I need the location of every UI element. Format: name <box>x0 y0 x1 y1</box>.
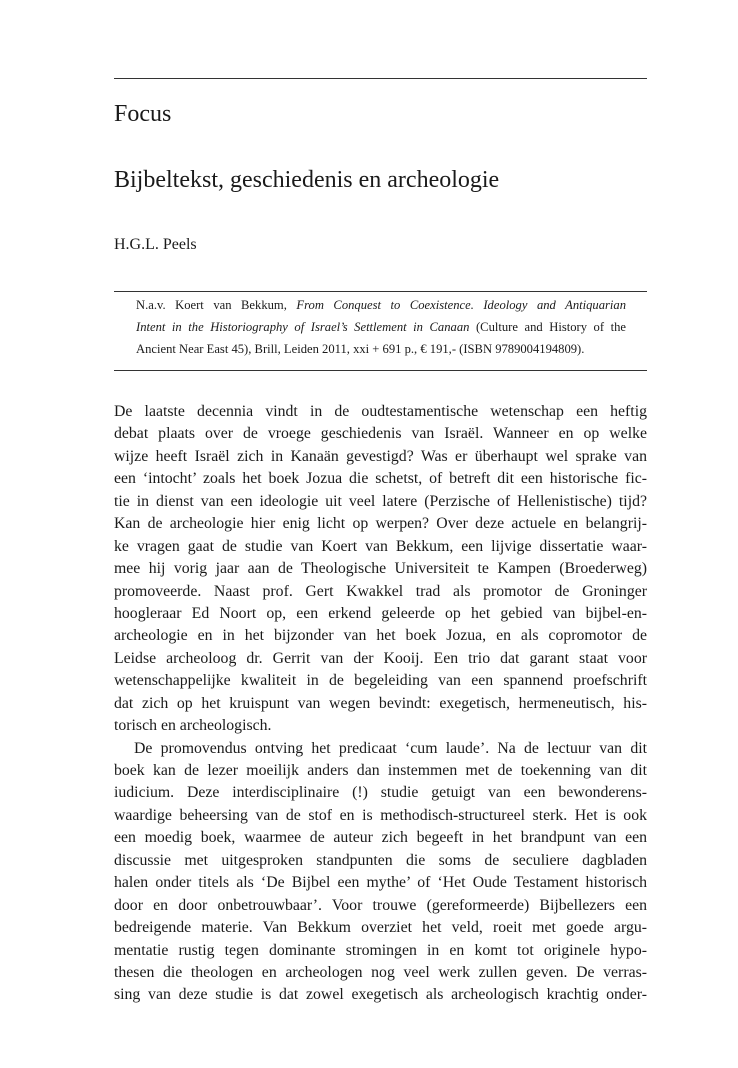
text-line: boek kan de lezer moeilijk anders dan instemmen met de toekenning van dit <box>114 762 647 779</box>
paragraph-1 <box>114 401 647 738</box>
text-line: mentatie rustig tegen dominante stromingen in en komt tot originele hypo- <box>114 941 647 959</box>
text-line: door en door onbetrouwbaar’. Voor trouwe (gereformeerde) Bijbellezers een <box>114 896 647 914</box>
reference-prefix: N.a.v. Koert van Bekkum, <box>136 298 297 312</box>
text-line: dat zich op het kruispunt van wegen bevindt: exegetisch, hermeneutisch, his- <box>114 694 647 712</box>
reference-top-rule <box>114 291 647 292</box>
text-line: ke vragen gaat de studie van Koert van Bekkum, een lijvige dissertatie waar- <box>114 537 647 555</box>
text-line: mee hij vorig jaar aan de Theologische Universiteit te Kampen (Broederweg) <box>114 560 647 578</box>
book-reference <box>136 294 626 360</box>
text-line: De promovendus ontving het predicaat ‘cum laude’. Na de lectuur van dit <box>134 739 647 757</box>
text-line: iudicium. Deze interdisciplinaire (!) studie getuigt van een bewonderens- <box>114 784 647 802</box>
text-line: hoogleraar Ed Noort op, een erkend geleerde op het gebied van bijbel-en- <box>114 604 647 622</box>
text-line: De laatste decennia vindt in de oudtestamentische wetenschap een heftig <box>114 403 647 420</box>
reference-bottom-rule <box>114 370 647 371</box>
text-line: promoveerde. Naast prof. Gert Kwakkel trad als promotor de Groninger <box>114 582 647 600</box>
text-line: bedreigende materie. Van Bekkum overziet het veld, roeit met goede argu- <box>114 919 647 937</box>
text-line: waardige beheersing van de stof en is methodisch-structureel sterk. Het is ook <box>114 806 647 824</box>
text-line: Kan de archeologie hier enig licht op werpen? Over deze actuele en belangrij- <box>114 515 647 533</box>
text-line: een ‘intocht’ zoals het boek Jozua die schetst, of betreft dit een historische fic- <box>114 470 647 488</box>
article-body <box>114 401 647 1007</box>
text-line: Leidse archeoloog dr. Gerrit van der Kooij. Een trio dat garant staat voor <box>114 649 647 667</box>
article-title: Bijbeltekst, geschiedenis en archeologie <box>114 167 500 193</box>
text-line: archeologie en in het bijzonder van het boek Jozua, en als copromotor de <box>114 627 647 645</box>
text-line: discussie met uitgesproken standpunten die soms de seculiere dagbladen <box>114 851 647 869</box>
text-line: tie in dienst van een ideologie uit veel latere (Perzische of Hellenistische) tijd? <box>114 492 647 510</box>
reference-line-2 <box>136 316 626 338</box>
reference-line-3: Ancient Near East 45), Brill, Leiden 2011, xxi + 691 p., € 191,- (ISBN 9789004194809). <box>136 342 585 356</box>
text-line: halen onder titels als ‘De Bijbel een mythe’ of ‘Het Oude Testament historisch <box>114 874 647 892</box>
text-line: wetenschappelijke kwaliteit in de begeleiding van een spannend proefschrift <box>114 672 647 690</box>
text-line: wijze heeft Israël zich in Kanaän gevestigd? Was er überhaupt wel sprake van <box>114 447 647 465</box>
reference-line-1 <box>136 294 626 316</box>
top-rule <box>114 78 647 79</box>
reference-series: (Culture and History of the <box>469 320 626 334</box>
text-line: sing van deze studie is dat zowel exegetisch als archeologisch krachtig onder- <box>114 986 647 1004</box>
section-label: Focus <box>114 101 172 127</box>
text-line: een moedig boek, waarmee de auteur zich begeeft in het brandpunt van een <box>114 829 647 847</box>
paragraph-2 <box>114 738 647 1007</box>
text-line: thesen die theologen en archeologen nog veel werk zullen geven. De verras- <box>114 963 647 981</box>
text-line: torisch en archeologisch. <box>114 717 272 735</box>
reference-book-title-1: From Conquest to Coexistence. Ideology and Antiquarian <box>296 298 626 312</box>
reference-book-title-2: Intent in the Historiography of Israel’s Settlement in Canaan <box>136 320 470 334</box>
text-line: debat plaats over de vroege geschiedenis van Israël. Wanneer en op welke <box>114 425 647 443</box>
author-name: H.G.L. Peels <box>114 236 197 253</box>
